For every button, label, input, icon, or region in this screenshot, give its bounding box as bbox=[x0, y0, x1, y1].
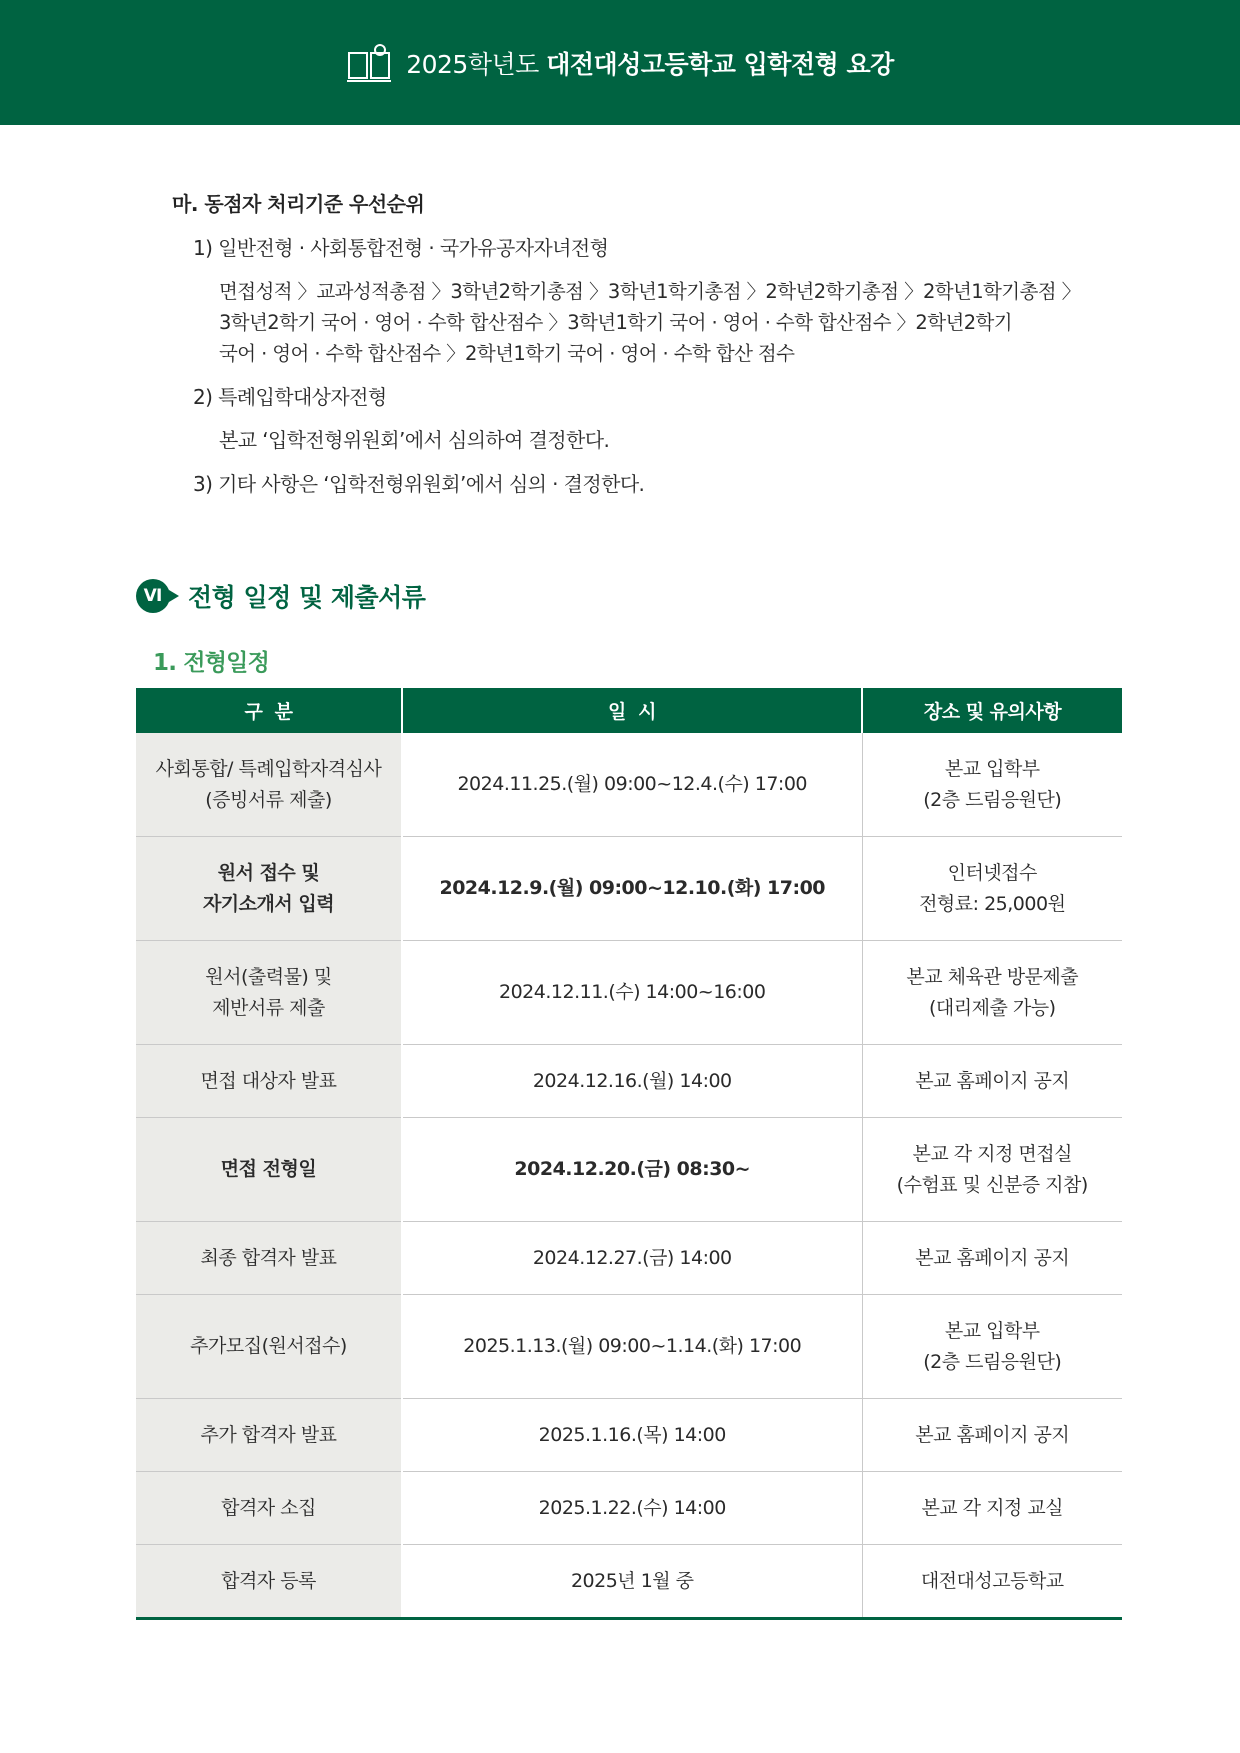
row-category: 면접 대상자 발표 bbox=[136, 1045, 402, 1118]
tiebreak-item-2: 2) 특례입학대상자전형 bbox=[193, 385, 387, 409]
row-datetime: 2024.12.27.(금) 14:00 bbox=[402, 1222, 862, 1295]
header-year: 2025학년도 bbox=[406, 49, 539, 79]
row-category: 면접 전형일 bbox=[136, 1118, 402, 1222]
table-row bbox=[136, 1545, 1122, 1619]
row-place-line: (대리제출 가능) bbox=[929, 996, 1056, 1019]
row-place-line: (수험표 및 신분증 지참) bbox=[896, 1173, 1088, 1196]
row-category-line: 자기소개서 입력 bbox=[202, 892, 335, 915]
table-row bbox=[136, 1222, 1122, 1295]
row-category-line: (증빙서류 제출) bbox=[205, 788, 332, 811]
header-place: 장소 및 유의사항 bbox=[862, 688, 1122, 733]
row-category-line: 사회통합/ 특례입학자격심사 bbox=[155, 757, 382, 780]
row-category: 추가모집(원서접수) bbox=[136, 1295, 402, 1399]
row-category bbox=[136, 837, 402, 941]
row-place-line: 본교 입학부 bbox=[944, 757, 1040, 780]
page-header bbox=[0, 0, 1240, 125]
book-icon bbox=[346, 43, 392, 83]
section-6-subtitle: 1. 전형일정 bbox=[153, 650, 270, 676]
tiebreak-heading: 마. 동점자 처리기준 우선순위 bbox=[172, 192, 425, 216]
row-datetime: 2024.12.20.(금) 08:30~ bbox=[402, 1118, 862, 1222]
tiebreak-item-1: 1) 일반전형 · 사회통합전형 · 국가유공자자녀전형 bbox=[193, 236, 609, 260]
header-datetime: 일 시 bbox=[402, 688, 862, 733]
row-datetime: 2025.1.13.(월) 09:00~1.14.(화) 17:00 bbox=[402, 1295, 862, 1399]
table-row bbox=[136, 1295, 1122, 1399]
row-category bbox=[136, 941, 402, 1045]
schedule-table bbox=[136, 688, 1122, 1620]
row-datetime: 2025년 1월 중 bbox=[402, 1545, 862, 1619]
row-place: 대전대성고등학교 bbox=[862, 1545, 1122, 1619]
section-6-title: 전형 일정 및 제출서류 bbox=[188, 583, 426, 612]
row-datetime: 2024.11.25.(월) 09:00~12.4.(수) 17:00 bbox=[402, 733, 862, 837]
tiebreak-item-2-line: 본교 ‘입학전형위원회’에서 심의하여 결정한다. bbox=[219, 428, 610, 452]
row-place bbox=[862, 733, 1122, 837]
row-category: 추가 합격자 발표 bbox=[136, 1399, 402, 1472]
table-row bbox=[136, 941, 1122, 1045]
row-place-line: (2층 드림응원단) bbox=[923, 788, 1062, 811]
row-place: 본교 홈페이지 공지 bbox=[862, 1045, 1122, 1118]
header-school-title: 대전대성고등학교 입학전형 요강 bbox=[546, 49, 894, 79]
table-row bbox=[136, 1399, 1122, 1472]
row-datetime: 2024.12.11.(수) 14:00~16:00 bbox=[402, 941, 862, 1045]
row-place bbox=[862, 837, 1122, 941]
table-row bbox=[136, 1045, 1122, 1118]
table-row bbox=[136, 1118, 1122, 1222]
row-datetime: 2024.12.16.(월) 14:00 bbox=[402, 1045, 862, 1118]
tiebreak-item-1-line-3: 국어 · 영어 · 수학 합산점수 〉2학년1학기 국어 · 영어 · 수학 합산 점수 bbox=[219, 342, 795, 365]
schedule-header-row bbox=[136, 688, 1122, 733]
header-category: 구 분 bbox=[136, 688, 402, 733]
row-category: 합격자 소집 bbox=[136, 1472, 402, 1545]
tiebreak-item-1-line-2: 3학년2학기 국어 · 영어 · 수학 합산점수 〉3학년1학기 국어 · 영어 · 수학 합산점수 〉2학년2학기 bbox=[219, 311, 1012, 334]
row-category bbox=[136, 733, 402, 837]
row-place: 본교 홈페이지 공지 bbox=[862, 1222, 1122, 1295]
tiebreak-item-1-line-1: 면접성적 〉교과성적총점 〉3학년2학기총점 〉3학년1학기총점 〉2학년2학기총점 〉2학년1학기총점 〉 bbox=[219, 280, 1081, 303]
row-datetime: 2025.1.16.(목) 14:00 bbox=[402, 1399, 862, 1472]
table-row bbox=[136, 733, 1122, 837]
row-place-line: 본교 체육관 방문제출 bbox=[906, 965, 1079, 988]
row-place-line: (2층 드림응원단) bbox=[923, 1350, 1062, 1373]
row-place: 본교 홈페이지 공지 bbox=[862, 1399, 1122, 1472]
table-row bbox=[136, 1472, 1122, 1545]
row-place bbox=[862, 941, 1122, 1045]
row-place-line: 본교 각 지정 면접실 bbox=[912, 1142, 1072, 1165]
row-place bbox=[862, 1295, 1122, 1399]
header-title bbox=[406, 45, 894, 81]
section-6-heading bbox=[136, 578, 425, 614]
row-place-line: 전형료: 25,000원 bbox=[919, 892, 1066, 915]
row-category-line: 제반서류 제출 bbox=[212, 996, 325, 1019]
row-place-line: 인터넷접수 bbox=[947, 861, 1037, 884]
section-numeral-badge: Ⅵ bbox=[136, 579, 170, 613]
row-place-line: 본교 입학부 bbox=[944, 1319, 1040, 1342]
row-datetime: 2024.12.9.(월) 09:00~12.10.(화) 17:00 bbox=[402, 837, 862, 941]
table-row bbox=[136, 837, 1122, 941]
row-category-line: 원서(출력물) 및 bbox=[205, 965, 332, 988]
row-category-line: 원서 접수 및 bbox=[217, 861, 320, 884]
row-category: 합격자 등록 bbox=[136, 1545, 402, 1619]
row-place: 본교 각 지정 교실 bbox=[862, 1472, 1122, 1545]
row-place bbox=[862, 1118, 1122, 1222]
tiebreak-item-3: 3) 기타 사항은 ‘입학전형위원회’에서 심의 · 결정한다. bbox=[193, 472, 645, 496]
row-category: 최종 합격자 발표 bbox=[136, 1222, 402, 1295]
row-datetime: 2025.1.22.(수) 14:00 bbox=[402, 1472, 862, 1545]
